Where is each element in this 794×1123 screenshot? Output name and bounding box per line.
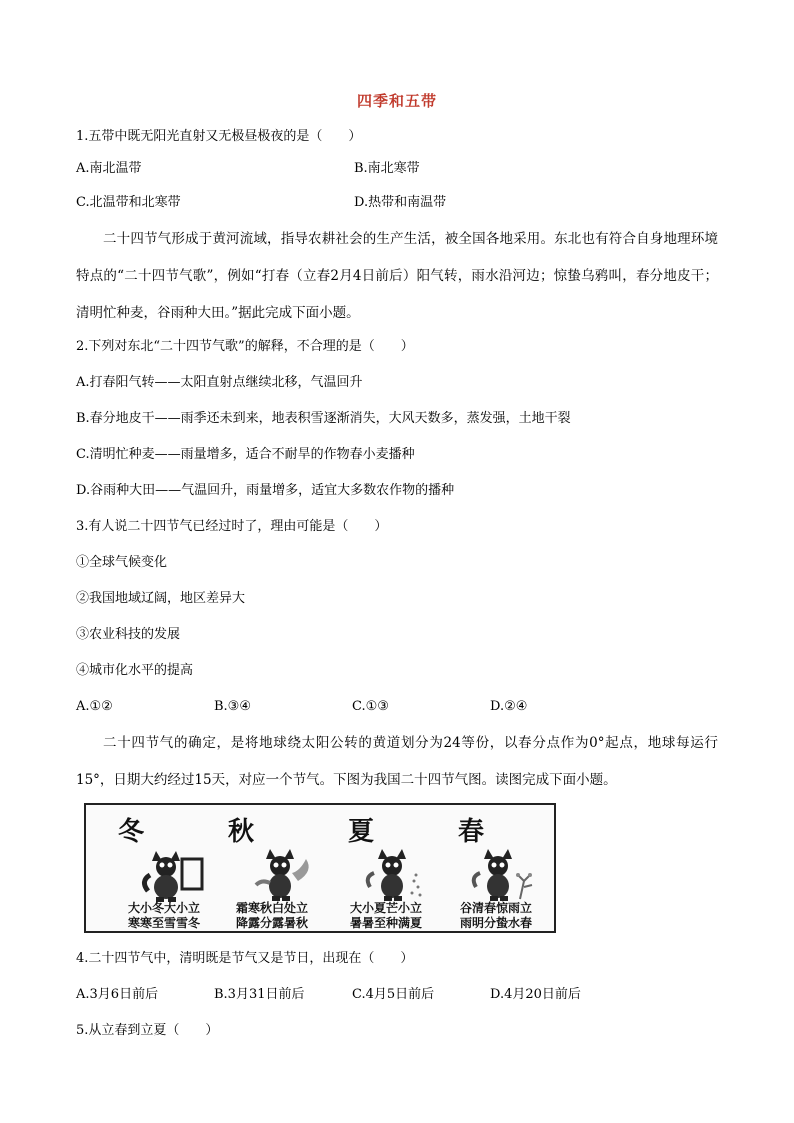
spring-caption-line-1: 谷清春惊雨立 <box>459 901 532 915</box>
summer-caption-line-2: 暑暑至种满夏 <box>349 916 422 930</box>
winter-caption <box>116 901 212 931</box>
q2-stem: 2.下列对东北“二十四节气歌”的解释，不合理的是（ ） <box>76 339 414 354</box>
q2-option-d: D.谷雨种大田——气温回升，雨量增多，适宜大多数农作物的播种 <box>76 483 455 498</box>
q4-option-b: B.3月31日前后 <box>214 987 305 1002</box>
winter-mascot-icon <box>138 841 208 903</box>
passage-1: 二十四节气形成于黄河流域，指导农耕社会的生产生活，被全国各地采用。东北也有符合自身地理环境特点的“二十四节气歌”，例如“打春（立春2月4日前后）阳气转，雨水沿河边；惊蛰乌鸦叫，春分地皮干；清明忙种麦，谷雨种大田。”据此完成下面小题。 <box>76 231 718 321</box>
q3-stem: 3.有人说二十四节气已经过时了，理由可能是（ ） <box>76 519 388 534</box>
q3-option-d: D.②④ <box>490 699 528 714</box>
season-label-autumn: 秋 <box>228 817 255 847</box>
q1-option-b: B.南北寒带 <box>354 161 420 176</box>
q3-option-a: A.①② <box>76 699 113 714</box>
q3-item-4: ④城市化水平的提高 <box>76 663 194 678</box>
q3-item-1: ①全球气候变化 <box>76 555 168 570</box>
q5-stem: 5.从立春到立夏（ ） <box>76 1023 219 1038</box>
q1-option-d: D.热带和南温带 <box>354 195 447 210</box>
spring-caption <box>448 901 544 931</box>
summer-caption-line-1: 大小夏芒小立 <box>349 901 422 915</box>
solar-terms-figure <box>84 803 556 933</box>
q3-item-3: ③农业科技的发展 <box>76 627 181 642</box>
autumn-mascot-icon <box>248 841 318 903</box>
page-title: 四季和五带 <box>356 92 437 110</box>
q4-stem: 4.二十四节气中，清明既是节气又是节日，出现在（ ） <box>76 951 414 966</box>
q3-option-c: C.①③ <box>352 699 389 714</box>
q4-option-a: A.3月6日前后 <box>76 987 159 1002</box>
q2-option-c: C.清明忙种麦——雨量增多，适合不耐旱的作物春小麦播种 <box>76 447 415 462</box>
season-label-spring: 春 <box>458 817 485 847</box>
q4-option-c: C.4月5日前后 <box>352 987 435 1002</box>
season-label-winter: 冬 <box>118 817 145 847</box>
winter-caption-line-1: 大小冬大小立 <box>127 901 200 915</box>
summer-caption <box>338 901 434 931</box>
q1-option-a: A.南北温带 <box>76 161 142 176</box>
q4-option-d: D.4月20日前后 <box>490 987 581 1002</box>
spring-mascot-icon <box>466 841 536 903</box>
passage-2: 二十四节气的确定，是将地球绕太阳公转的黄道划分为24等份，以春分点作为0°起点，地球每运行15°，日期大约经过15天，对应一个节气。下图为我国二十四节气图。读图完成下面小题。 <box>76 735 718 788</box>
q3-item-2: ②我国地域辽阔，地区差异大 <box>76 591 246 606</box>
autumn-caption-line-1: 霜寒秋白处立 <box>235 901 308 915</box>
season-label-summer: 夏 <box>348 817 375 847</box>
winter-caption-line-2: 寒寒至雪雪冬 <box>127 916 200 930</box>
q2-option-a: A.打春阳气转——太阳直射点继续北移，气温回升 <box>76 375 363 390</box>
q1-stem: 1.五带中既无阳光直射又无极昼极夜的是（ ） <box>76 129 362 144</box>
q3-option-b: B.③④ <box>214 699 251 714</box>
q1-option-c: C.北温带和北寒带 <box>76 195 181 210</box>
spring-caption-line-2: 雨明分蛰水春 <box>459 916 532 930</box>
summer-mascot-icon <box>360 841 430 903</box>
q2-option-b: B.春分地皮干——雨季还未到来，地表积雪逐渐消失，大风天数多，蒸发强，土地干裂 <box>76 411 571 426</box>
autumn-caption <box>224 901 320 931</box>
autumn-caption-line-2: 降露分露暑秋 <box>235 916 308 930</box>
